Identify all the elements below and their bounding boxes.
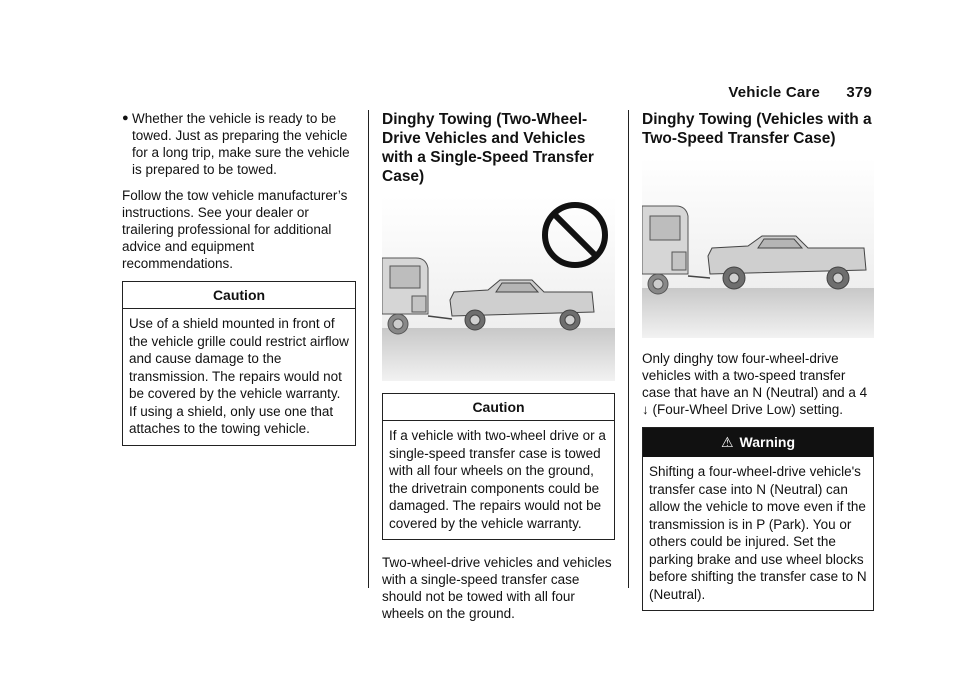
paragraph: Follow the tow vehicle manufacturer’s instructions. See your dealer or trailering professional for additional advice and equipment recommendations. xyxy=(122,188,348,271)
caution-box xyxy=(122,281,356,446)
warning-title: Warning xyxy=(739,434,796,450)
page-number: 379 xyxy=(846,84,872,101)
section-title: Vehicle Care xyxy=(728,84,820,101)
dinghy-towing-prohibited-illustration xyxy=(382,196,615,381)
section-heading: Dinghy Towing (Vehicles with a Two-Speed Transfer Case) xyxy=(642,111,872,147)
dinghy-towing-illustration xyxy=(642,158,874,338)
bullet-item xyxy=(122,110,356,178)
section-heading: Dinghy Towing (Two-Wheel-Drive Vehicles and Vehicles with a Single-Speed Transfer Case) xyxy=(382,111,594,185)
caution-title: Caution xyxy=(123,282,355,309)
warning-body: Shifting a four-wheel-drive vehicle's transfer case into N (Neutral) can allow the vehicle to move even if the transmission is in P (Park). You or others could be injured. Set the parking brake and use wheel blocks before shifting the transfer case to N (Neutral). xyxy=(649,464,867,602)
warning-icon: ⚠ xyxy=(720,434,734,450)
column-1 xyxy=(122,110,356,460)
paragraph: Only dinghy tow four-wheel-drive vehicles with a two-speed transfer case that have an N (Neutral) and a 4 ↓ (Four-Wheel Drive Low) setting. xyxy=(642,351,868,417)
caution-title: Caution xyxy=(383,394,614,421)
column-divider xyxy=(368,110,369,588)
caution-body: Use of a shield mounted in front of the vehicle grille could restrict airflow and cause damage to the transmission. The repairs would not be covered by the vehicle warranty. If using a shield, only use one that attaches to the towing vehicle. xyxy=(129,316,349,436)
column-2 xyxy=(382,110,615,631)
column-divider xyxy=(628,110,629,588)
warning-header xyxy=(643,428,873,457)
warning-box xyxy=(642,427,874,611)
page-header xyxy=(728,84,872,101)
bullet-icon: ● xyxy=(122,112,129,124)
column-3 xyxy=(642,110,874,625)
bullet-text: Whether the vehicle is ready to be towed. Just as preparing the vehicle for a long trip, make sure the vehicle is prepared to be towed. xyxy=(132,111,350,177)
paragraph: Two-wheel-drive vehicles and vehicles with a single-speed transfer case should not be towed with all four wheels on the ground. xyxy=(382,555,612,621)
caution-box xyxy=(382,393,615,540)
caution-body: If a vehicle with two-wheel drive or a single-speed transfer case is towed with all four wheels on the ground, the drivetrain components could be damaged. The repairs would not be covered by the vehicle warranty. xyxy=(389,428,606,531)
